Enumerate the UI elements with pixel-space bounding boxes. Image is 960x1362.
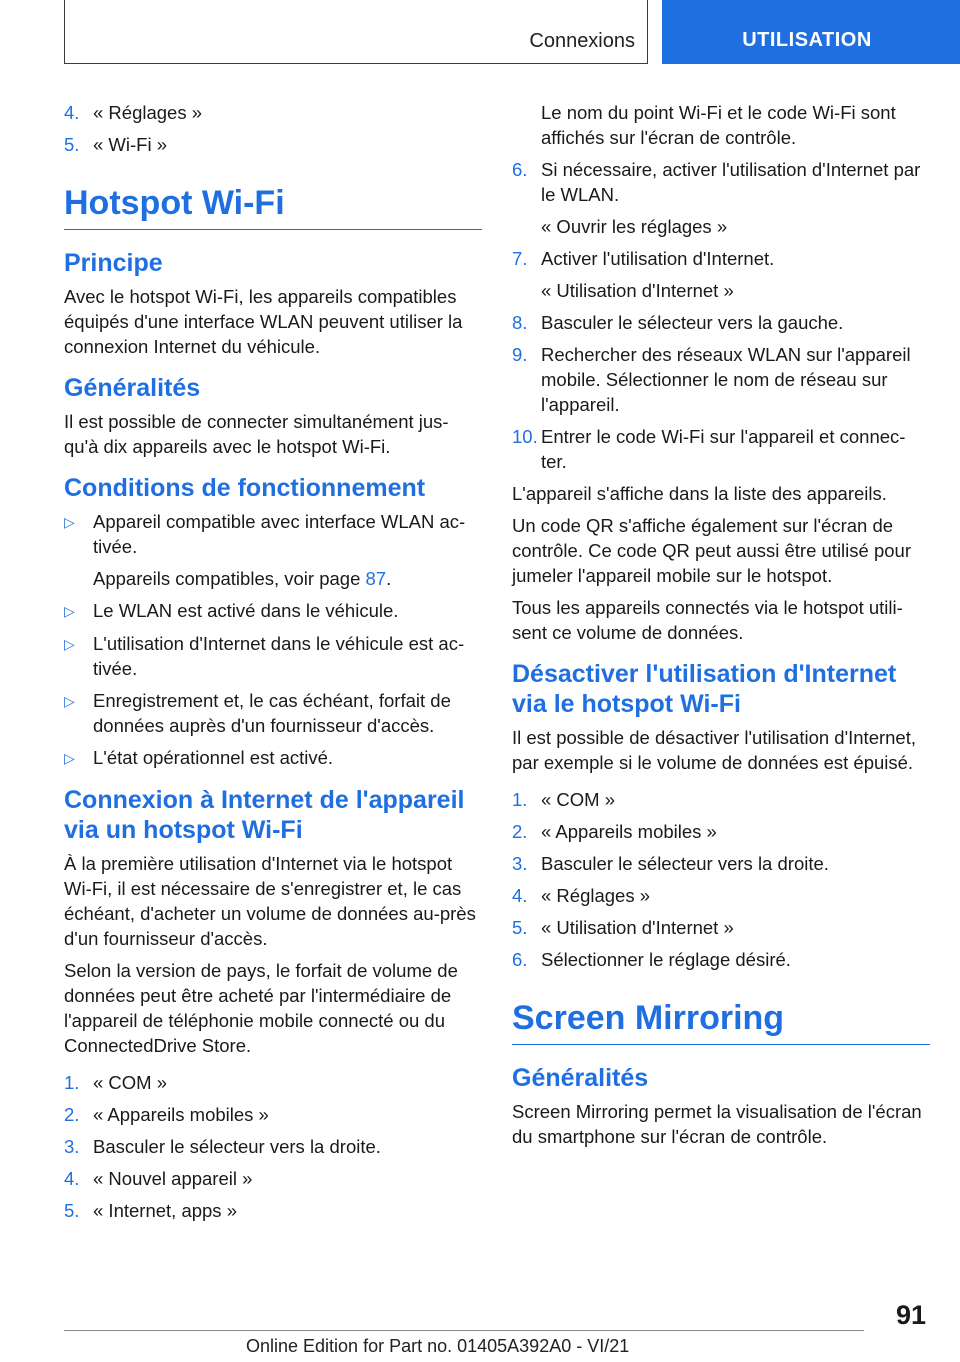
step-number: 1.: [64, 1072, 80, 1093]
step-number: 8.: [512, 312, 528, 333]
paragraph-desactiver: Il est possible de désactiver l'utilisation d'Internet, par exemple si le volume de données est épuisé.: [512, 727, 917, 773]
list-item: [64, 598, 482, 624]
step-text: « Wi-Fi »: [93, 134, 167, 155]
list-item: [64, 1166, 482, 1191]
list-item: [512, 157, 930, 207]
list-item: [512, 310, 930, 335]
paragraph-generalites: Il est possible de connecter simultanément jus-qu'à dix appareils avec le hotspot Wi-Fi.: [64, 411, 449, 457]
step-number: 5.: [64, 134, 80, 155]
step-number: 2.: [64, 1104, 80, 1125]
triangle-bullet-icon: ▷: [64, 603, 75, 619]
list-item: [512, 819, 930, 844]
step-text: « Réglages »: [93, 102, 203, 123]
list-item: [512, 947, 930, 972]
step-text: Basculer le sélecteur vers la droite.: [93, 1136, 381, 1157]
paragraph-data-volume: Tous les appareils connectés via le hotspot utili-sent ce volume de données.: [512, 597, 903, 643]
step-sub: « Ouvrir les réglages »: [541, 216, 728, 237]
step-number: 6.: [512, 949, 528, 970]
list-item: [64, 1102, 482, 1127]
bullet-text: Enregistrement et, le cas échéant, forfait de données auprès d'un fournisseur d'accès.: [93, 690, 451, 736]
heading-connexion: Connexion à Internet de l'appareil via un hotspot Wi-Fi: [64, 786, 465, 844]
step-text: « Utilisation d'Internet »: [541, 917, 734, 938]
heading-sm-generalites: Généralités: [512, 1064, 649, 1092]
list-item: [64, 1134, 482, 1159]
step-number: 6.: [512, 159, 528, 180]
step-number: 3.: [512, 853, 528, 874]
list-item: [64, 745, 482, 771]
right-column: [512, 100, 930, 1156]
triangle-bullet-icon: ▷: [64, 750, 75, 766]
list-item: [512, 342, 930, 417]
triangle-bullet-icon: ▷: [64, 514, 75, 530]
left-column: [64, 100, 482, 1230]
step-text: Basculer le sélecteur vers la droite.: [541, 853, 829, 874]
step-number: 4.: [512, 885, 528, 906]
step-text: « COM »: [93, 1072, 168, 1093]
list-item: [64, 132, 482, 157]
step-number: 4.: [64, 1168, 80, 1189]
step-number: 5.: [512, 917, 528, 938]
list-item: [512, 883, 930, 908]
paragraph-principe: Avec le hotspot Wi-Fi, les appareils compatibles équipés d'une interface WLAN peuvent utiliser la connexion Internet du véhicule.: [64, 286, 463, 357]
step-text: « COM »: [541, 789, 616, 810]
note-end: .: [386, 568, 392, 589]
page-number: 91: [895, 1300, 926, 1330]
header-section-label: Connexions: [529, 30, 635, 52]
step-number: 7.: [512, 248, 528, 269]
step-number: 4.: [64, 102, 80, 123]
step-text: « Nouvel appareil »: [93, 1168, 253, 1189]
list-item: [512, 424, 930, 474]
footer-divider: [64, 1330, 864, 1331]
list-item: [64, 631, 482, 681]
list-item: [64, 688, 482, 738]
page-reference-link[interactable]: 87: [365, 568, 387, 589]
list-item: [64, 1198, 482, 1223]
list-item: [64, 100, 482, 125]
header-chapter-tab[interactable]: UTILISATION: [662, 0, 960, 64]
step-text: Sélectionner le réglage désiré.: [541, 949, 791, 970]
list-item: [512, 915, 930, 940]
step-number: 10.: [512, 426, 538, 447]
step-text: « Appareils mobiles »: [541, 821, 717, 842]
footer-edition: Online Edition for Part no. 01405A392A0 - VI/21: [246, 1336, 630, 1356]
triangle-bullet-icon: ▷: [64, 693, 75, 709]
paragraph-qr-code: Un code QR s'affiche également sur l'écran de contrôle. Ce code QR peut aussi être utilisé pour jumeler l'appareil mobile sur le hotspot.: [512, 515, 911, 586]
paragraph-device-list: L'appareil s'affiche dans la liste des appareils.: [512, 483, 887, 504]
list-item: [64, 1070, 482, 1095]
section-title-screen-mirroring: Screen Mirroring: [512, 998, 930, 1045]
step-text: « Internet, apps »: [93, 1200, 237, 1221]
page-header: [0, 0, 960, 66]
bullet-text: L'utilisation d'Internet dans le véhicule est ac-tivée.: [93, 633, 465, 679]
bullet-text: Appareil compatible avec interface WLAN ac-tivée.: [93, 511, 466, 557]
step-sub: « Utilisation d'Internet »: [541, 280, 734, 301]
step-number: 9.: [512, 344, 528, 365]
step-number: 5.: [64, 1200, 80, 1221]
paragraph-connexion-1: À la première utilisation d'Internet via le hotspot Wi-Fi, il est nécessaire de s'enregistrer et, le cas échéant, d'acheter un volume de données au-près d'un fournisseur d'accès.: [64, 853, 476, 949]
step-number: 1.: [512, 789, 528, 810]
step-text: Basculer le sélecteur vers la gauche.: [541, 312, 844, 333]
paragraph-connexion-2: Selon la version de pays, le forfait de volume de données peut être acheté par l'intermédiaire de l'appareil de téléphonie mobile connecté ou du ConnectedDrive Store.: [64, 960, 458, 1056]
triangle-bullet-icon: ▷: [64, 636, 75, 652]
heading-desactiver: Désactiver l'utilisation d'Internet via le hotspot Wi-Fi: [512, 660, 897, 718]
section-title-hotspot: Hotspot Wi-Fi: [64, 183, 482, 230]
bullet-text: L'état opérationnel est activé.: [93, 747, 334, 768]
list-item: [64, 509, 482, 559]
paragraph-sm-generalites: Screen Mirroring permet la visualisation de l'écran du smartphone sur l'écran de contrôle.: [512, 1101, 922, 1147]
list-item: [512, 787, 930, 812]
step-number: 2.: [512, 821, 528, 842]
paragraph-continued: Le nom du point Wi-Fi et le code Wi-Fi sont affichés sur l'écran de contrôle.: [541, 102, 896, 148]
bullet-note: [64, 566, 482, 591]
bullet-text: Le WLAN est activé dans le véhicule.: [93, 600, 399, 621]
step-text: « Appareils mobiles »: [93, 1104, 269, 1125]
note-text: Appareils compatibles, voir page: [93, 568, 361, 589]
step-text: « Réglages »: [541, 885, 651, 906]
step-text: Rechercher des réseaux WLAN sur l'appareil mobile. Sélectionner le nom de réseau sur l'appareil.: [541, 344, 911, 415]
heading-generalites: Généralités: [64, 374, 201, 402]
list-item: [512, 246, 930, 271]
step-text: Entrer le code Wi-Fi sur l'appareil et connec-ter.: [541, 426, 906, 472]
header-section-box: [64, 0, 648, 64]
list-item: [512, 851, 930, 876]
step-number: 3.: [64, 1136, 80, 1157]
heading-conditions: Conditions de fonctionnement: [64, 474, 426, 502]
step-text: Si nécessaire, activer l'utilisation d'Internet par le WLAN.: [541, 159, 921, 205]
heading-principe: Principe: [64, 249, 163, 277]
step-text: Activer l'utilisation d'Internet.: [541, 248, 775, 269]
